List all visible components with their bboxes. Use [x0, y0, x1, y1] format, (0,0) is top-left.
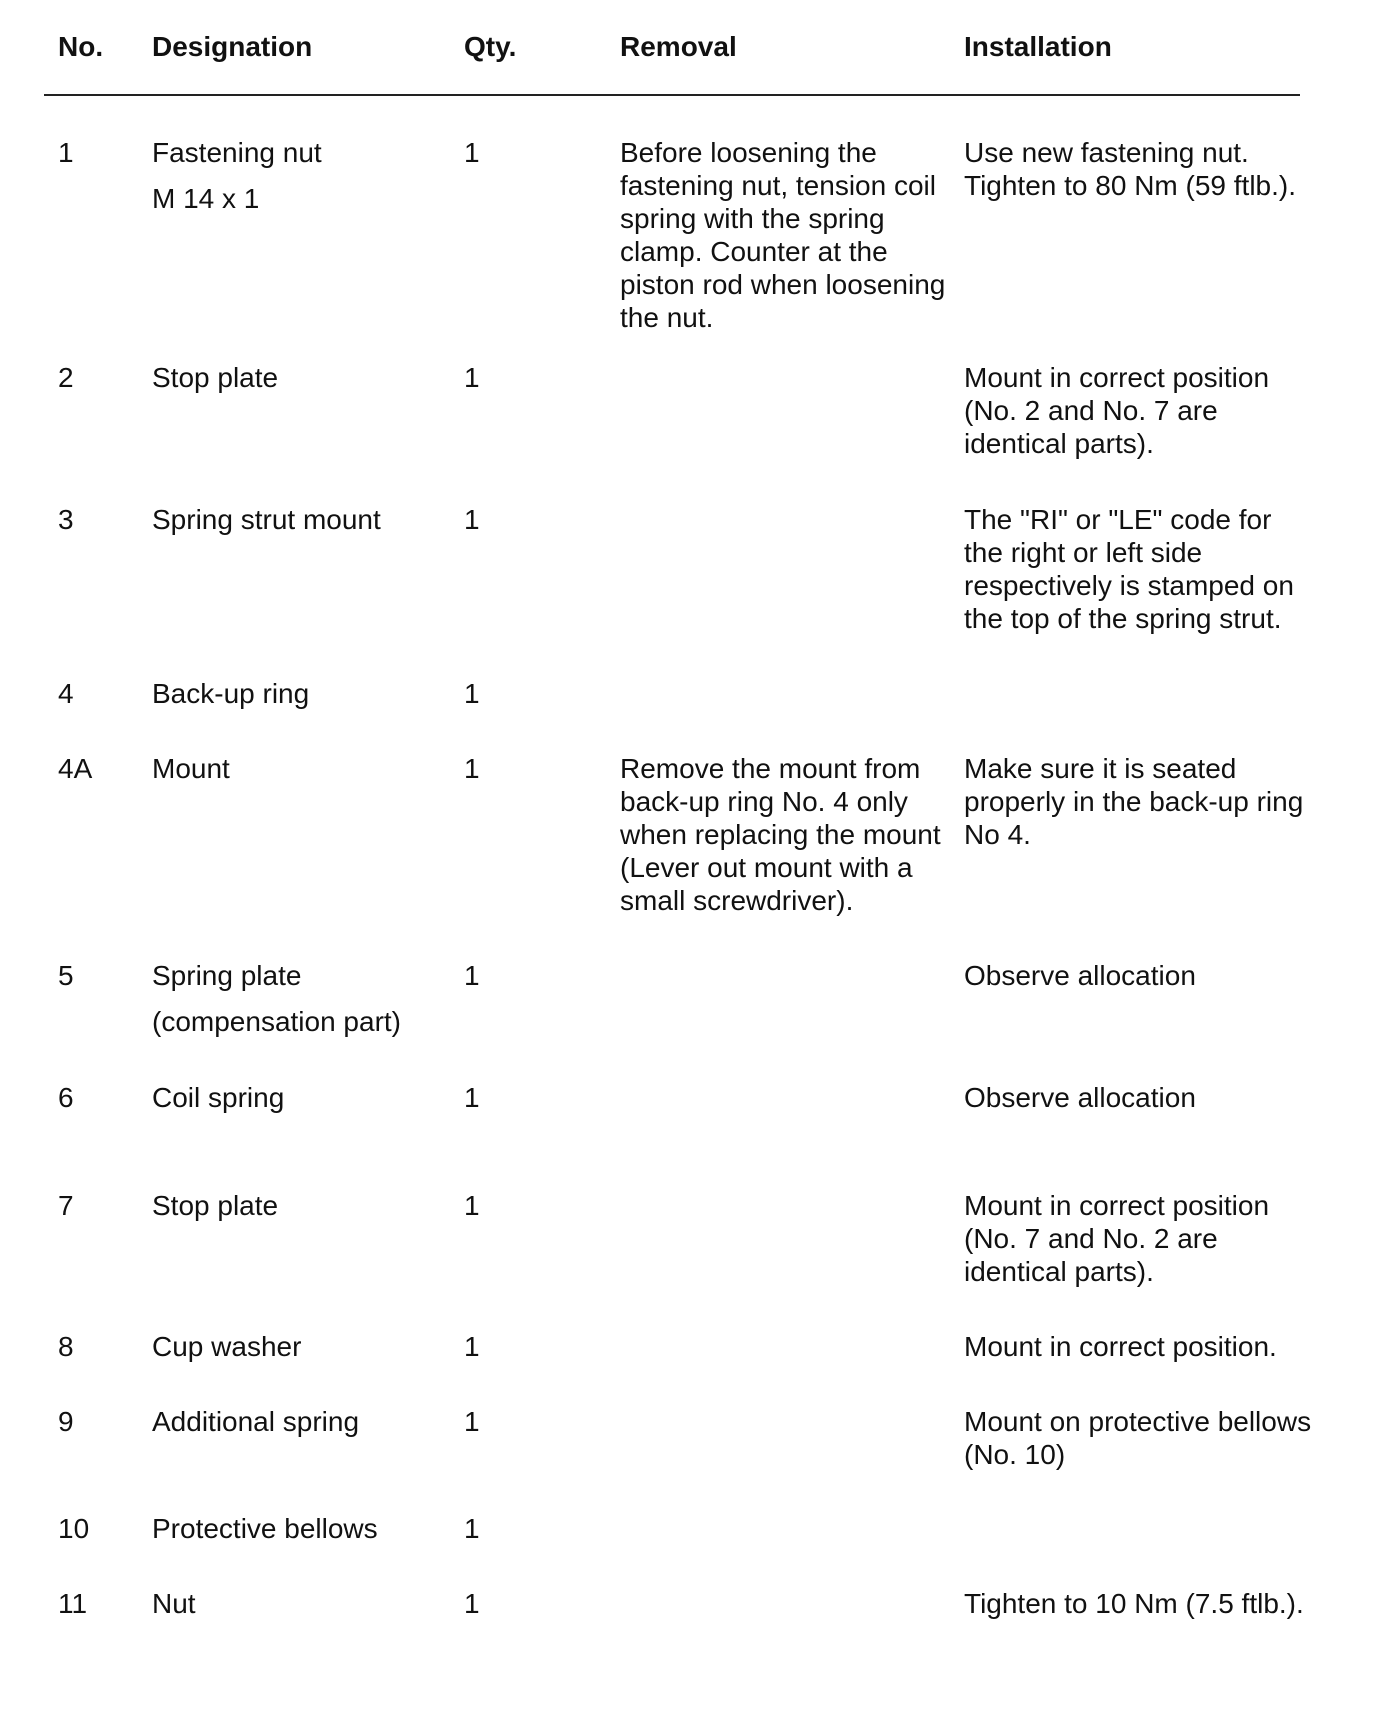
row-no: 11: [58, 1588, 88, 1619]
row-no: 10: [58, 1513, 90, 1544]
table-row: [44, 1081, 1300, 1189]
row-no: 6: [58, 1082, 74, 1113]
row-qty: 1: [464, 1190, 480, 1221]
parts-table: [44, 30, 1312, 1667]
row-qty: 1: [464, 960, 480, 991]
row-installation: Mount on protective bellows (No. 10): [964, 1406, 1312, 1470]
row-installation: The "RI" or "LE" code for the right or left side respectively is stamped on the top of the spring strut.: [964, 504, 1294, 634]
row-designation: Cup washer: [152, 1331, 302, 1362]
table-row: [44, 1587, 1304, 1667]
row-removal: Remove the mount from back-up ring No. 4 only when replacing the mount (Lever out mount with a small screwdriver).: [620, 753, 941, 916]
designation-text: Fastening nut: [152, 137, 322, 168]
row-qty: 1: [464, 137, 480, 168]
row-no: 8: [58, 1331, 74, 1362]
table-row: [44, 361, 1300, 503]
row-installation: Make sure it is seated properly in the back-up ring No 4.: [964, 753, 1304, 850]
row-qty: 1: [464, 678, 480, 709]
row-designation: Coil spring: [152, 1082, 285, 1113]
row-installation: Mount in correct position (No. 2 and No. 7 are identical parts).: [964, 362, 1270, 459]
designation-subtext: M 14 x 1: [152, 183, 260, 214]
row-no: 4: [58, 678, 74, 709]
header-no: No.: [58, 31, 104, 62]
row-installation: Use new fastening nut. Tighten to 80 Nm (59 ftlb.).: [964, 137, 1296, 201]
row-no: 7: [58, 1190, 74, 1221]
row-qty: 1: [464, 1513, 480, 1544]
row-no: 3: [58, 504, 74, 535]
row-no: 5: [58, 960, 74, 991]
row-designation: Mount: [152, 753, 230, 784]
table-row: [44, 96, 1300, 361]
table-row: [44, 1405, 1312, 1512]
designation-subtext: (compensation part): [152, 1006, 402, 1037]
row-no: 1: [58, 137, 74, 168]
row-designation: Stop plate: [152, 1190, 279, 1221]
table-row: [44, 959, 1300, 1081]
row-qty: 1: [464, 1588, 480, 1619]
row-qty: 1: [464, 504, 480, 535]
row-designation: [152, 136, 464, 215]
table-row: [44, 677, 1300, 752]
row-designation: Nut: [152, 1588, 196, 1619]
row-qty: 1: [464, 1082, 480, 1113]
table-row: [44, 1512, 1300, 1587]
row-removal: Before loosening the fastening nut, tension coil spring with the spring clamp. Counter at the piston rod when loosening the nut.: [620, 137, 946, 333]
row-designation: Spring strut mount: [152, 504, 381, 535]
header-installation: Installation: [964, 31, 1112, 62]
row-installation: Mount in correct position (No. 7 and No. 2 are identical parts).: [964, 1190, 1270, 1287]
row-qty: 1: [464, 753, 480, 784]
row-installation: Observe allocation: [964, 1082, 1196, 1113]
table-row: [44, 752, 1304, 959]
table-header: [44, 30, 1300, 96]
row-installation: Observe allocation: [964, 960, 1196, 991]
table-row: [44, 1189, 1300, 1330]
row-qty: 1: [464, 1331, 480, 1362]
row-installation: Mount in correct position.: [964, 1331, 1277, 1362]
row-designation: [152, 959, 464, 1038]
table-row: [44, 503, 1300, 677]
designation-text: Spring plate: [152, 960, 302, 991]
header-designation: Designation: [152, 31, 313, 62]
row-no: 4A: [58, 753, 93, 784]
row-no: 9: [58, 1406, 74, 1437]
header-qty: Qty.: [464, 31, 517, 62]
row-no: 2: [58, 362, 74, 393]
row-designation: Stop plate: [152, 362, 279, 393]
table-row: [44, 1330, 1300, 1405]
header-removal: Removal: [620, 31, 737, 62]
row-qty: 1: [464, 1406, 480, 1437]
row-designation: Additional spring: [152, 1406, 360, 1437]
row-installation: Tighten to 10 Nm (7.5 ftlb.).: [964, 1588, 1304, 1619]
row-qty: 1: [464, 362, 480, 393]
row-designation: Protective bellows: [152, 1513, 378, 1544]
row-designation: Back-up ring: [152, 678, 310, 709]
